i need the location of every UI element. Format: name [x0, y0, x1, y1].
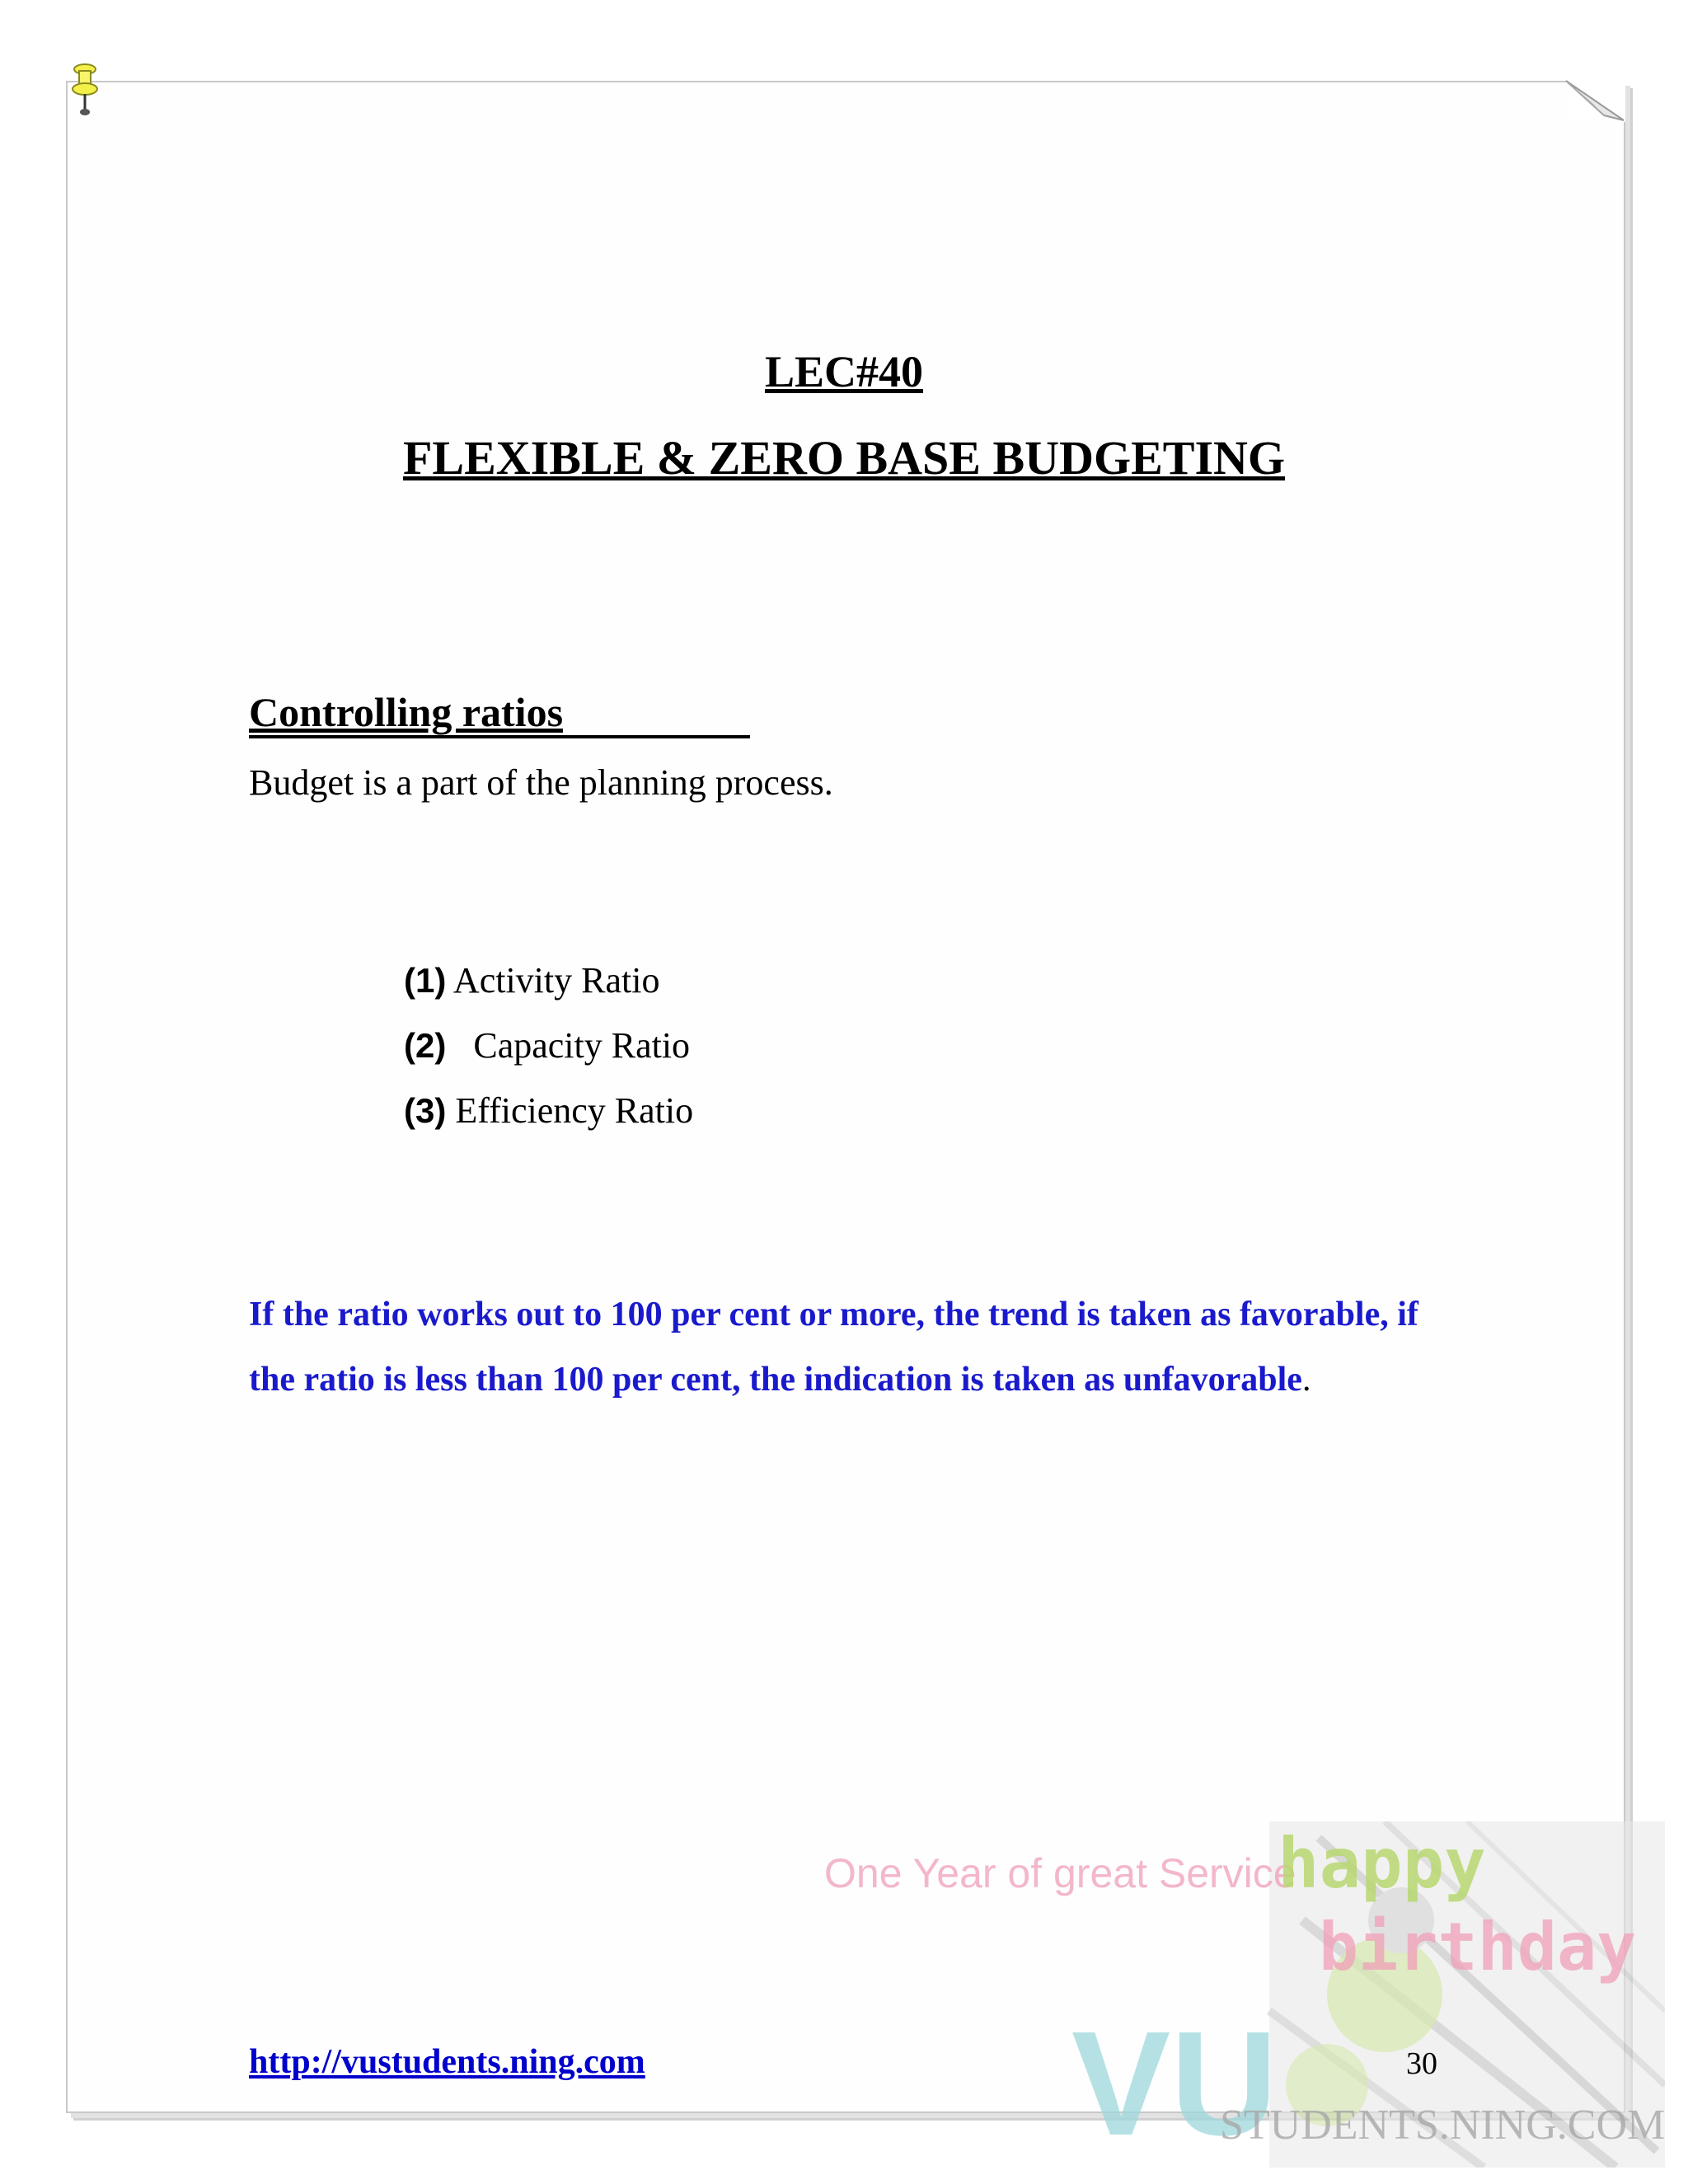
section-heading	[249, 689, 750, 738]
ratio-label: Activity Ratio	[452, 960, 660, 1001]
list-item	[404, 1086, 693, 1151]
section-heading-text: Controlling ratios	[249, 689, 564, 735]
ratio-number: (1)	[404, 961, 447, 1000]
watermark-birthday: birthday	[1319, 1909, 1637, 1985]
intro-text: Budget is a part of the planning process.	[249, 762, 833, 803]
ratio-note	[249, 1282, 1428, 1413]
ratio-note-text: If the ratio works out to 100 per cent or more, the trend is taken as favorable, if the ratio is less than 100 per cent, the indication is taken as unfavorable	[249, 1296, 1418, 1399]
ratio-number: (2)	[404, 1026, 447, 1065]
pushpin-icon	[69, 63, 101, 117]
footer-link[interactable]: http://vustudents.ning.com	[249, 2043, 645, 2081]
watermark-happy: happy	[1278, 1823, 1486, 1904]
lecture-number: LEC#40	[764, 347, 924, 396]
watermark-brand-vu: VU	[1071, 2001, 1278, 2167]
ratio-label: Capacity Ratio	[473, 1025, 691, 1066]
dog-ear-icon	[1563, 79, 1625, 124]
watermark-tagline: One Year of great Service	[824, 1850, 1296, 1896]
vustudents-birthday-watermark	[808, 1821, 1665, 2168]
ratio-list	[404, 956, 693, 1151]
list-item	[404, 956, 693, 1021]
page-title: FLEXIBLE & ZERO BASE BUDGETING	[402, 431, 1286, 485]
ratio-number: (3)	[404, 1091, 447, 1130]
page-number: 30	[1406, 2046, 1437, 2081]
watermark-brand-rest: STUDENTS.NING.COM	[1220, 2102, 1665, 2149]
ratio-note-period: .	[1301, 1361, 1311, 1399]
ratio-label: Efficiency Ratio	[455, 1090, 694, 1131]
list-item	[404, 1021, 693, 1086]
